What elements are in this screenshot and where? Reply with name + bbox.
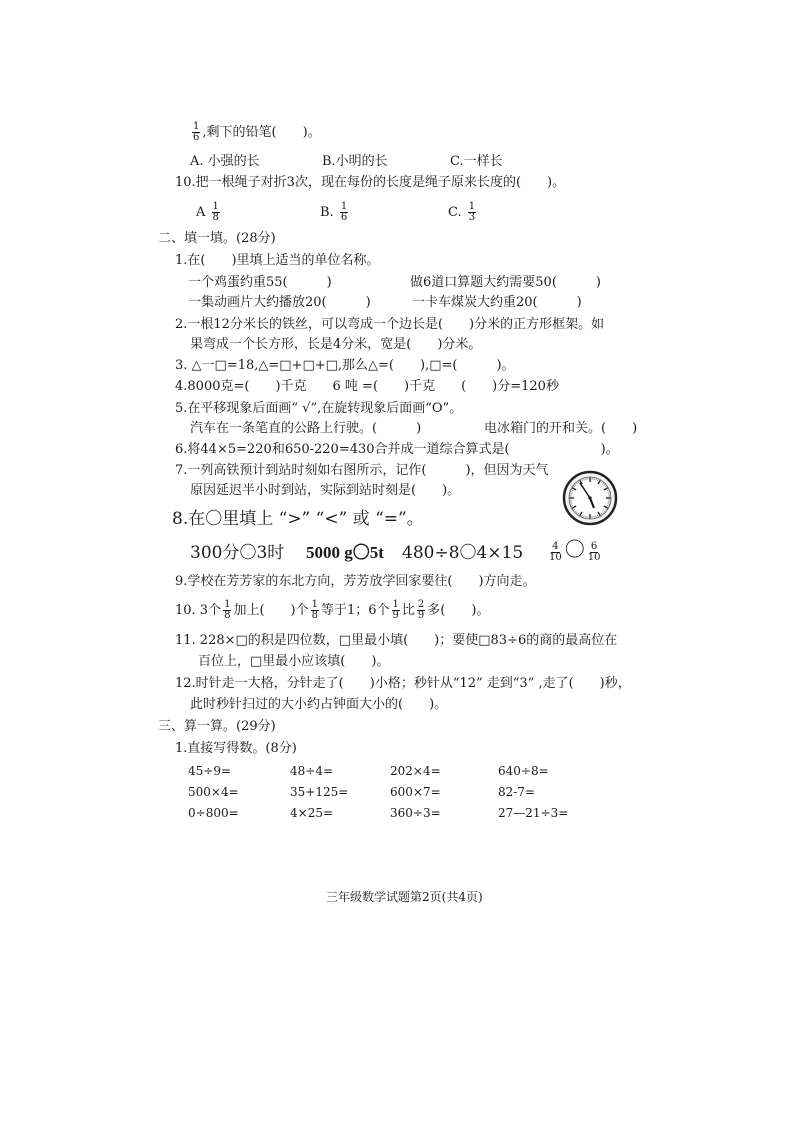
fill-7-line-1: 7.一列高铁预计到站时刻如右图所示，记作( )，但因为天气	[175, 463, 549, 478]
fill-9-text: 9.学校在芳芳家的东北方向，芳芳放学回家要往( )方向走。	[175, 574, 536, 589]
fill-8-title: 8.在〇里填上 “>” “<” 或 “=”。	[172, 509, 424, 529]
fill-12-line-2: 此时秒针扫过的大小约占钟面大小的( )。	[190, 697, 448, 712]
fill-2-line-2: 果弯成一个长方形，长是4分米，宽是( )分米。	[190, 337, 482, 352]
fill-8-item: 5000 g〇5t	[306, 543, 384, 562]
calc-item: 500×4=	[188, 785, 239, 799]
fill-1-item: 一集动画片大约播放20( )	[188, 295, 371, 310]
fill-8-item: 300分〇3时	[190, 543, 285, 563]
fill-12-line-1: 12.时针走一大格，分针走了( )小格；秒针从“12” 走到“3” ,走了( )秒，	[175, 676, 631, 691]
calc-item: 82-7=	[498, 785, 536, 799]
fill-5-item-a: 汽车在一条笔直的公路上行驶。( )	[190, 421, 422, 436]
fill-5-line-1: 5.在平移现象后面画“ √”,在旋转现象后面画“O”。	[175, 401, 463, 416]
fill-7-line-2: 原因延迟半小时到站，实际到站时刻是( )。	[190, 483, 461, 498]
q9-option-b: B.小明的长	[322, 154, 388, 169]
calc-item: 45÷9=	[188, 764, 232, 778]
calc-item: 4×25=	[290, 806, 334, 820]
section-3-heading: 三、算一算。(29分)	[158, 719, 276, 734]
section-2-heading: 二、填一填。(28分)	[158, 231, 276, 246]
fill-10-text: 10. 3个 $\frac{1}{8}$ 加上( )个 $\frac{1}{8}$ 等于1；6个 $\frac{1}{9}$ 比 $\frac{2}{9}$ 多( )。	[175, 599, 490, 621]
fraction: $\frac{1}{6}$	[193, 121, 200, 143]
fill-4-text: 4.8000克=( )千克 6 吨 =( )千克 ( )分=120秒	[175, 379, 559, 394]
calc-item: 35+125=	[290, 785, 349, 799]
calc-item: 0÷800=	[188, 806, 239, 820]
calc-item: 360÷3=	[390, 806, 441, 820]
page-footer: 三年级数学试题第2页(共4页)	[326, 890, 483, 904]
calc-item: 600×7=	[390, 785, 441, 799]
q10-option-a: A $\frac{1}{8}$	[196, 201, 219, 223]
q9-option-c: C.一样长	[450, 154, 503, 169]
q10-option-c: C. $\frac{1}{3}$	[448, 201, 476, 223]
fill-8-item: 480÷8〇4×15	[402, 543, 524, 563]
fill-6-text: 6.将44×5=220和650-220=430合并成一道综合算式是( )。	[175, 442, 619, 457]
q10-option-b: B. $\frac{1}{6}$	[320, 201, 348, 223]
calc-item: 27—21÷3=	[498, 806, 569, 820]
q9-tail: $\frac{1}{6}$ ,剩下的铅笔( )。	[193, 121, 321, 143]
q9-option-a: A. 小强的长	[190, 154, 260, 169]
fill-5-item-b: 电冰箱门的开和关。( )	[484, 421, 638, 436]
fill-8-item-fractions: $\frac{4}{10}$ 〇 $\frac{6}{10}$	[549, 537, 601, 563]
q10-text: 10.把一根绳子对折3次，现在每份的长度是绳子原来长度的( )。	[175, 175, 566, 190]
calc-item: 48÷4=	[290, 764, 334, 778]
fill-1-text: 1.在( )里填上适当的单位名称。	[175, 253, 380, 268]
fill-3-text: 3. △一□=18,△=□+□+□,那么△=( ),□=( )。	[175, 358, 515, 373]
calc-1-title: 1.直接写得数。(8分)	[175, 741, 297, 756]
fill-11-line-1: 11. 228×□的积是四位数，□里最小填( )；要使□83÷6的商的最高位在	[175, 633, 618, 648]
clock-image	[562, 470, 618, 526]
fill-1-item: 一卡车煤炭大约重20( )	[412, 295, 582, 310]
fill-2-line-1: 2.一根12分米长的铁丝，可以弯成一个边长是( )分米的正方形框架。如	[175, 317, 605, 332]
calc-item: 640÷8=	[498, 764, 549, 778]
fill-1-item: 做6道口算题大约需要50( )	[410, 275, 601, 290]
fill-11-line-2: 百位上，□里最小应该填( )。	[198, 654, 390, 669]
calc-item: 202×4=	[390, 764, 441, 778]
fill-1-item: 一个鸡蛋约重55( )	[188, 275, 332, 290]
